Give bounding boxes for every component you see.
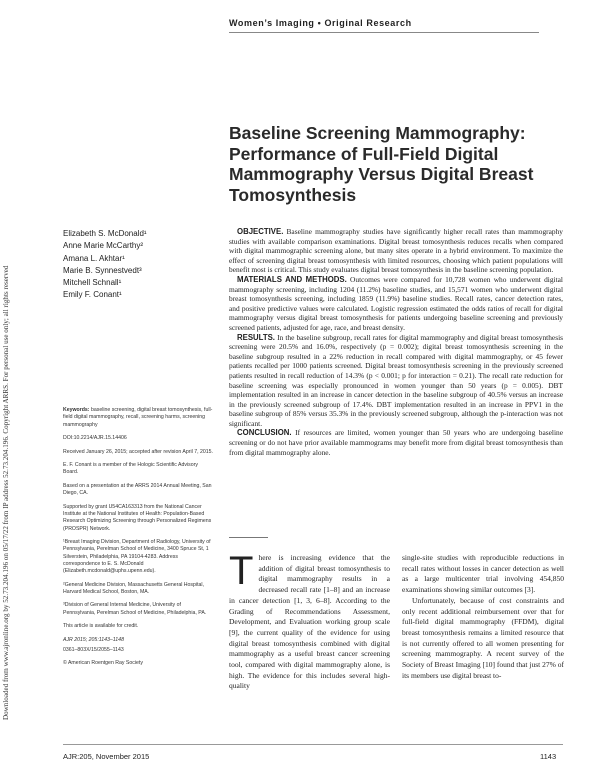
- download-notice: [0, 160, 14, 720]
- abstract-objective: [229, 227, 563, 275]
- doi: DOI:10.2214/AJR.15.14406: [63, 435, 127, 442]
- author: Anne Marie McCarthy²: [63, 241, 144, 251]
- conclusion-text: If resources are limited, women younger than 50 years who are undergoing baseline screening or do not have prior available mammograms may benefit more from digital breast tomosynthesis than from digital mammography alone.: [229, 428, 563, 457]
- body-paragraph: single-site studies with reproducible reductions in recall rates without losses in cancer detection as well as a large multicenter trial involving 454,850 examinations showing similar outcomes [3].: [402, 553, 564, 595]
- methods-text: Outcomes were compared for 10,728 women who underwent digital mammography screening, including 1204 (11.2%) baseline studies, and 15,571 women who underwent digital breast tomosynthesis screening, including 1859 (11.9%) baseline studies. Recall rates, cancer detection rates, and positive predictive values were calculated. Logistic regression estimated the odds ratios of recall for digital mammography versus digital breast tomosynthesis for patients undergoing baseline screening and previously screened patients, adjusted for age, race, and breast density.: [229, 274, 563, 332]
- section-header: Women’s Imaging • Original Research: [229, 18, 412, 28]
- keywords: [63, 407, 213, 429]
- affiliation-2: ²General Medicine Division, Massachusetts General Hospital, Harvard Medical School, Boston, MA.: [63, 581, 204, 595]
- abstract-methods: [229, 275, 563, 333]
- copyright: © American Roentgen Ray Society: [63, 660, 143, 667]
- citation: AJR 2015; 205:1143–1148: [63, 636, 124, 643]
- affiliation-3: ³Division of General Internal Medicine, University of Pennsylvania, Perelman School of Medicine, Philadelphia, PA.: [63, 602, 207, 616]
- author: Elizabeth S. McDonald¹: [63, 229, 147, 238]
- body-column-2: [402, 553, 564, 681]
- author: Mitchell Schnall¹: [63, 278, 122, 288]
- funding-note: Supported by grant U54CA163313 from the National Cancer Institute at the National Institutes of Health: Population-Based Research Optimizing Screening through Personalized Regimens (PROSPR) Network.: [63, 503, 212, 532]
- download-notice-text: Downloaded from www.ajronline.org by 52.73.204.196 on 05/17/22 from IP address 52.73.204.196. Copyright ARRS. For personal use only; all rights reserved: [2, 265, 10, 720]
- journal-issue: AJR:205, November 2015: [63, 752, 150, 761]
- body-paragraph: Unfortunately, because of cost constraints and only recent additional reimbursement over that for full-field digital mammography (FFDM), digital breast tomosynthesis remains a limited resource that is not currently offered to all women presenting for screening mammography. A recent survey of the Society of Breast Imaging [10] found that just 27% of its members use digital breast to-: [402, 595, 564, 680]
- received-date: Received January 26, 2015; accepted after revision April 7, 2015.: [63, 448, 213, 455]
- keywords-label: Keywords:: [63, 407, 90, 413]
- footer-divider: [63, 744, 563, 745]
- results-text: In the baseline subgroup, recall rates for digital mammography and digital breast tomosynthesis screening were 20.5% and 16.0%, respectively (p = 0.002); digital breast tomosynthesis screening in the baseline subgroup resulted in a 22% reduction in recall compared with digital mammography, or 45 fewer patients recalled per 1000 patients screened. Digital breast tomosynthesis screening in the previously screened patients resulted in recall reduction of 14.3% (p < 0.001; p for interaction = 0.21). The recall rate reduction for baseline screening was especially pronounced in women younger than 50 years (p = 0.005). DBT implementation resulted in an increase in cancer detection in the baseline subgroup of 40.5% versus an increase in the previously screened subgroup of 17.4%. DBT implementation resulted in an increase in PPV1 in the baseline subgroup of 85% versus 35.3% in the previously screened subgroup, although the p-interaction was not significant.: [229, 332, 563, 428]
- presentation-note: Based on a presentation at the ARRS 2014 Annual Meeting, San Diego, CA.: [63, 482, 212, 497]
- author-list: [63, 228, 213, 302]
- author: Amana L. Akhtar¹: [63, 253, 125, 263]
- results-label: RESULTS.: [237, 332, 275, 342]
- article-metadata: [63, 407, 213, 674]
- author: Emily F. Conant¹: [63, 290, 122, 300]
- article-title: Baseline Screening Mammography: Performance of Full-Field Digital Mammography Versus Digital Breast Tomosynthesis: [229, 123, 534, 205]
- credit-note: This article is available for credit.: [63, 623, 139, 630]
- body-column-1: [229, 549, 390, 692]
- disclosure: E. F. Conant is a member of the Hologic Scientific Advisory Board.: [63, 462, 198, 476]
- body-text: here is increasing evidence that the addition of digital breast tomosynthesis to digital mammography results in a decreased recall rate [1–8] and an increase in cancer detection [1, 3, 6–8]. According to the Grading of Recommendations Assessment, Development, and Evaluation working group scale [9], the current quality of the evidence for using digital breast tomosynthesis combined with digital mammography as a useful breast cancer screening tool, compared with digital mammography alone, is high. The evidence for this includes several high-quality: [229, 553, 390, 691]
- abstract: [229, 227, 563, 457]
- objective-text: Baseline mammography studies have significantly higher recall rates than mammography studies with available comparison examinations. Digital breast tomosynthesis reduces recalls when compared with digital mammographic screening alone, but many sites operate in a hybrid environment. To maximize the effect of screening digital breast tomosynthesis with limited resources, choosing which patient populations will benefit most is critical. This study evaluates digital breast tomosynthesis in the baseline screening population.: [229, 227, 563, 275]
- section-divider: [229, 537, 268, 538]
- header-divider: [229, 32, 539, 33]
- drop-cap: T: [229, 549, 254, 593]
- abstract-results: [229, 333, 563, 429]
- abstract-conclusion: [229, 428, 563, 457]
- author: Marie B. Synnestvedt³: [63, 265, 142, 275]
- page-number: 1143: [540, 752, 557, 761]
- affiliation-1: ¹Breast Imaging Division, Department of Radiology, University of Pennsylvania, Perelman School of Medicine, 3400 Spruce St, 1 Silverstein, Philadelphia, PA 19104-4283. Address correspondence to E. S. McDonald (Elizabeth.mcdonald@uphs.upenn.edu).: [63, 538, 211, 575]
- issn: 0361–803X/15/2055–1143: [63, 647, 124, 653]
- keywords-text: baseline screening, digital breast tomosynthesis, full-field digital mammography, recall, screening harms, screening mammography: [63, 407, 213, 428]
- methods-label: MATERIALS AND METHODS.: [237, 274, 347, 284]
- objective-label: OBJECTIVE.: [237, 227, 284, 236]
- conclusion-label: CONCLUSION.: [237, 428, 292, 438]
